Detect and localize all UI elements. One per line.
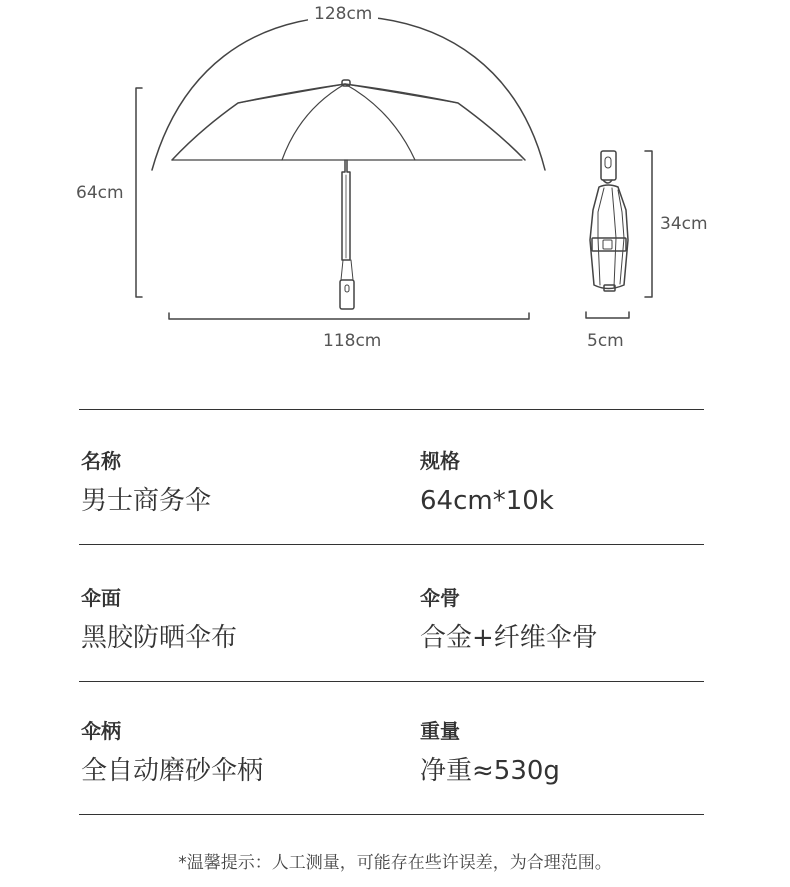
spec-key: 伞柄 xyxy=(81,719,121,743)
folded-diameter-dimension-line xyxy=(586,312,629,318)
spec-key: 名称 xyxy=(81,449,121,473)
divider xyxy=(79,544,704,545)
folded-length-dimension-line xyxy=(645,151,652,297)
spec-value: 黑胶防晒伞布 xyxy=(81,623,238,653)
arc-dimension-line xyxy=(152,16,545,170)
measurement-note: *温馨提示：人工测量，可能存在些许误差，为合理范围。 xyxy=(178,853,612,873)
spec-value: 64cm*10k xyxy=(420,486,554,516)
spec-size xyxy=(420,449,554,517)
spec-handle xyxy=(81,719,263,787)
width-dimension-line xyxy=(169,313,529,319)
spec-value: 合金+纤维伞骨 xyxy=(420,623,598,653)
spec-key: 伞骨 xyxy=(420,586,460,610)
folded-umbrella xyxy=(590,151,628,291)
height-dimension-line xyxy=(136,88,142,297)
divider xyxy=(79,409,704,410)
open-height-label: 64cm xyxy=(76,183,124,203)
spec-key: 规格 xyxy=(420,449,460,473)
spec-value: 净重≈530g xyxy=(420,756,560,786)
spec-weight xyxy=(420,719,560,787)
arc-span-label: 128cm xyxy=(308,4,378,24)
divider xyxy=(79,814,704,815)
umbrella-canopy xyxy=(172,84,525,160)
folded-length-label: 34cm xyxy=(660,214,708,234)
spec-key: 重量 xyxy=(420,719,460,743)
open-width-label: 118cm xyxy=(323,331,382,351)
divider xyxy=(79,681,704,682)
spec-value: 男士商务伞 xyxy=(81,486,212,516)
spec-value: 全自动磨砂伞柄 xyxy=(81,756,264,786)
folded-diameter-label: 5cm xyxy=(587,331,624,351)
spec-canopy xyxy=(81,586,237,654)
spec-name xyxy=(81,449,211,517)
spec-key: 伞面 xyxy=(81,586,121,610)
umbrella-handle xyxy=(340,280,354,309)
spec-frame xyxy=(420,586,598,654)
